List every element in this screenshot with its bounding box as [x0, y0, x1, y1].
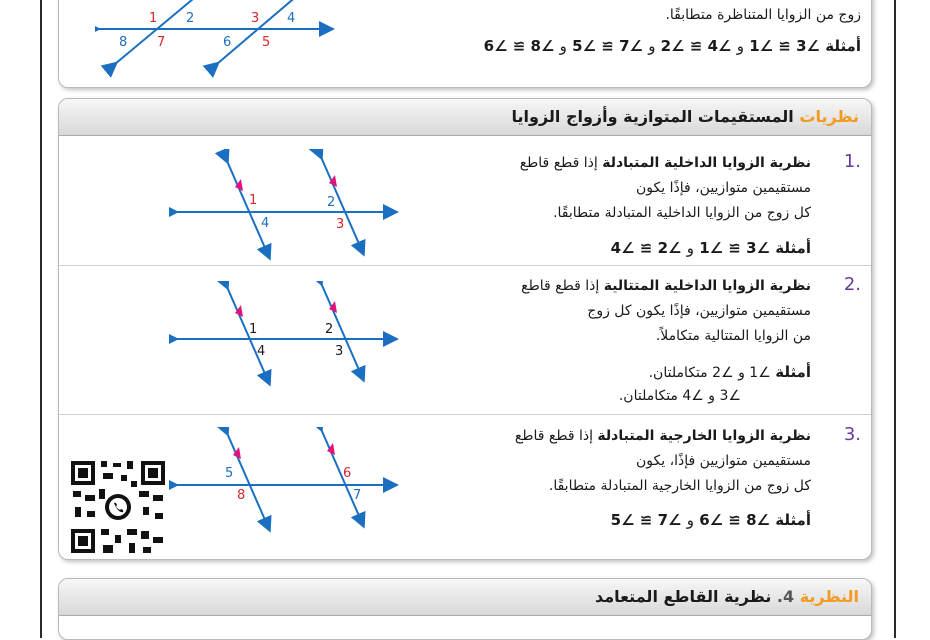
- angle-label: 8: [119, 35, 128, 50]
- theorem-text: إذا قطع قاطع: [514, 428, 593, 444]
- theorem-line1: [521, 278, 811, 294]
- theorem-line3: كل زوج من الزوايا الخارجية المتبادلة متطابقًا.: [548, 478, 811, 494]
- angle-label: 8: [237, 488, 246, 503]
- theorem-line1: [515, 428, 811, 444]
- joiner: و: [559, 37, 567, 55]
- header-prefix: النظرية: [799, 587, 859, 606]
- theorem-line3: من الزوايا المتتالية متكاملاً.: [655, 328, 811, 344]
- angle-label: 7: [353, 488, 362, 503]
- joiner: و: [686, 239, 694, 257]
- angle-label: 5: [225, 466, 234, 481]
- theorem-examples: [649, 363, 811, 381]
- angle-label: 6: [223, 35, 232, 50]
- theorem-number: 1.: [843, 151, 861, 172]
- example: ∠4 ≅ ∠2: [660, 37, 732, 55]
- angle-label: 4: [257, 344, 266, 359]
- theorem-line2: مستقيمين متوازيين، فإذًا يكون كل زوج: [587, 303, 811, 319]
- examples-label: أمثلة: [775, 239, 811, 257]
- header-prefix: نظريات: [799, 107, 859, 126]
- theorem-title: نظرية الزوايا الخارجية المتبادلة: [597, 428, 811, 444]
- theorem-line2: مستقيمين متوازيين فإذًا، يكون: [636, 453, 811, 469]
- theorem-number: 3.: [843, 424, 861, 445]
- section-header: [59, 99, 871, 136]
- examples-label: أمثلة: [825, 37, 861, 55]
- example: ∠8 ≅ ∠6: [483, 37, 555, 55]
- angle-label: 1: [249, 322, 258, 337]
- corresponding-examples: [484, 37, 861, 55]
- corresponding-text: زوج من الزوايا المتناظرة متطابقًا.: [665, 7, 861, 23]
- header-title: نظرية القاطع المتعامد: [594, 587, 772, 606]
- angle-label: 1: [149, 11, 158, 26]
- section-header: [59, 579, 871, 616]
- example: ∠3 و ∠4 متكاملتان.: [618, 388, 741, 404]
- divider: [59, 265, 871, 266]
- theorem-line2: مستقيمين متوازيين، فإذًا يكون: [636, 180, 811, 196]
- corresponding-angles-box: [58, 0, 872, 88]
- angle-label: 2: [325, 322, 334, 337]
- theorem-examples: [611, 239, 811, 257]
- angle-label: 7: [157, 35, 166, 50]
- theorem-line1: [520, 155, 811, 171]
- theorem-title: نظرية الزوايا الداخلية المتبادلة: [602, 155, 811, 171]
- angle-label: 2: [327, 195, 336, 210]
- examples-label: أمثلة: [775, 363, 811, 381]
- angle-label: 4: [261, 216, 270, 231]
- example: ∠2 ≅ ∠4: [610, 239, 682, 257]
- theorem-1-diagram: [169, 149, 409, 261]
- qr-code-icon[interactable]: [69, 459, 167, 555]
- angle-label: 3: [335, 344, 344, 359]
- theorems-box: [58, 98, 872, 560]
- angle-label: 4: [287, 11, 296, 26]
- angle-label: 2: [186, 11, 195, 26]
- theorem-title: نظرية الزوايا الداخلية المتتالية: [603, 278, 811, 294]
- joiner: و: [648, 37, 656, 55]
- angle-label: 5: [262, 35, 271, 50]
- angle-label: 3: [251, 11, 260, 26]
- angle-label: 6: [343, 466, 352, 481]
- angle-label: 1: [249, 193, 258, 208]
- angle-label: 3: [336, 217, 345, 232]
- divider: [59, 414, 871, 415]
- example: ∠3 ≅ ∠1: [749, 37, 820, 55]
- theorem-examples: [611, 511, 811, 529]
- header-title: المستقيمات المتوازية وأزواج الزوايا: [511, 107, 794, 126]
- theorem-line3: كل زوج من الزوايا الداخلية المتبادلة متطابقًا.: [553, 205, 811, 221]
- theorem-2-diagram: [169, 281, 409, 393]
- theorem-number: 4.: [776, 587, 795, 606]
- examples-label: أمثلة: [775, 511, 811, 529]
- example: ∠8 ≅ ∠6: [699, 511, 770, 529]
- theorem-text: إذا قطع قاطع: [521, 278, 600, 294]
- example: ∠3 ≅ ∠1: [699, 239, 770, 257]
- theorem-number: 2.: [843, 274, 861, 295]
- corresponding-angles-diagram: [95, 0, 345, 79]
- joiner: و: [736, 37, 744, 55]
- theorem-3-diagram: [169, 427, 409, 539]
- theorem-text: إذا قطع قاطع: [519, 155, 598, 171]
- perpendicular-transversal-box: [58, 578, 872, 640]
- example: ∠1 و ∠2 متكاملتان.: [648, 365, 771, 381]
- example: ∠7 ≅ ∠5: [572, 37, 643, 55]
- example: ∠7 ≅ ∠5: [610, 511, 682, 529]
- joiner: و: [686, 511, 694, 529]
